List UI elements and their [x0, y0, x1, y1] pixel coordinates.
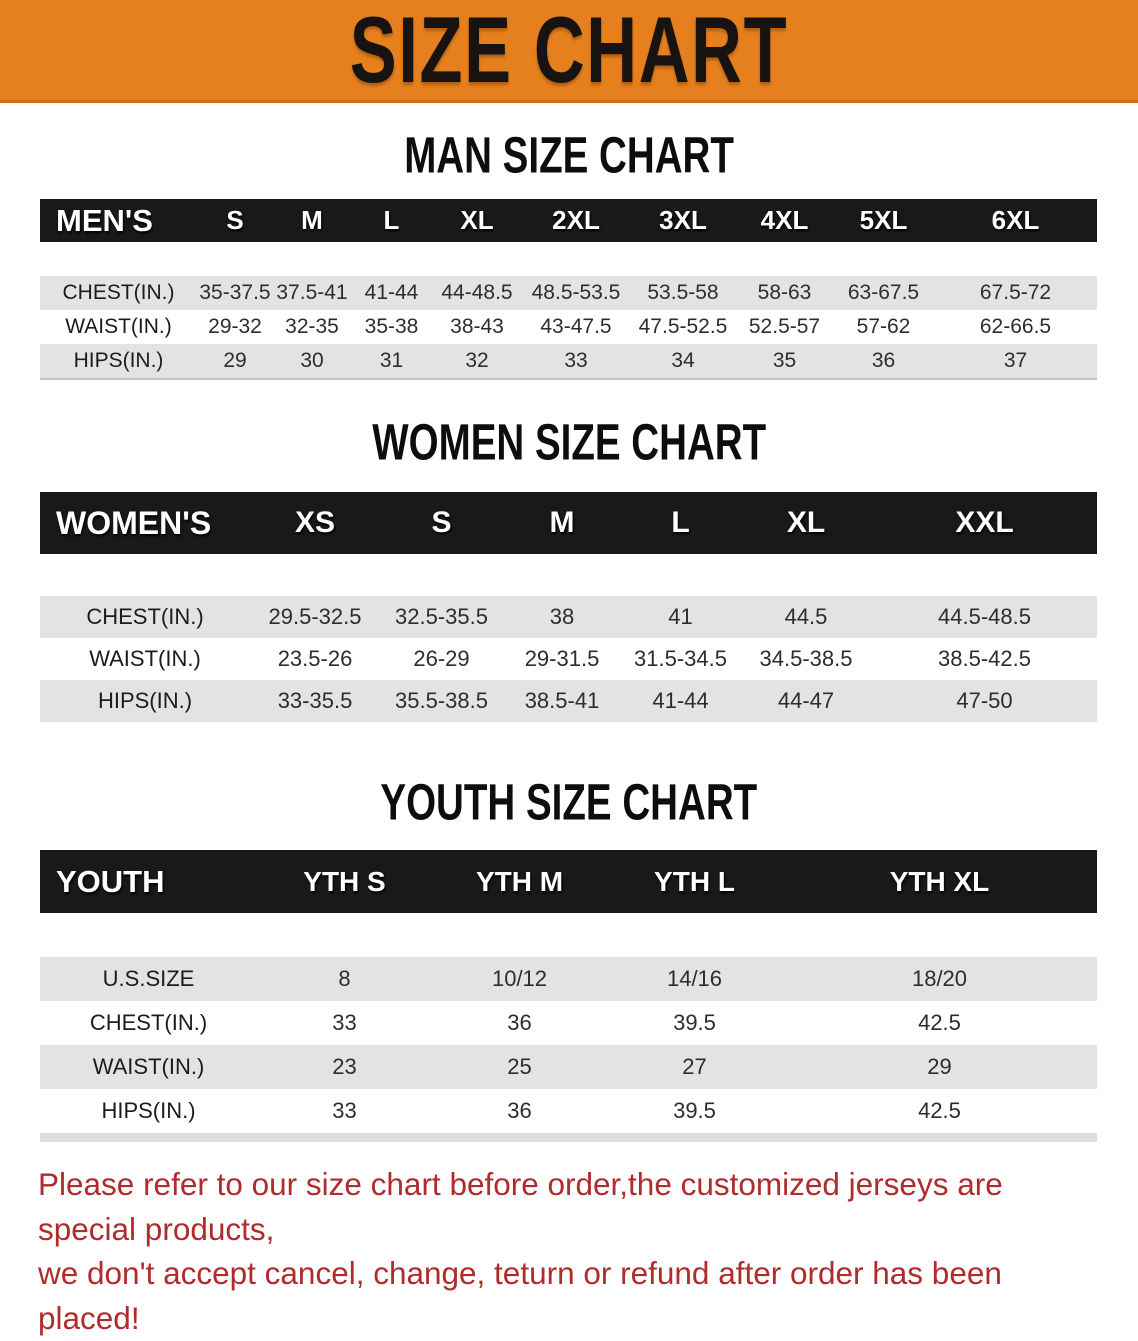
youth-header-label: YOUTH	[40, 850, 257, 913]
spacer-row	[40, 554, 1097, 596]
women-heading-text: WOMEN SIZE CHART	[372, 412, 766, 471]
size-value-cell: 52.5-57	[736, 310, 833, 344]
size-value-cell: 32	[432, 344, 522, 379]
size-value-cell: 41-44	[351, 276, 432, 310]
size-value-cell: 38	[503, 596, 621, 638]
youth-heading-text: YOUTH SIZE CHART	[380, 772, 758, 831]
mens-header-label: MEN'S	[40, 199, 197, 242]
size-value-cell: 44.5	[740, 596, 872, 638]
size-value-cell: 42.5	[782, 1089, 1097, 1133]
size-value-cell: 37	[934, 344, 1097, 379]
mens-hips-row	[40, 344, 1097, 379]
size-value-cell: 29	[197, 344, 273, 379]
size-value-cell: 32.5-35.5	[380, 596, 503, 638]
size-value-cell: 33	[257, 1089, 432, 1133]
size-value-cell: 29	[782, 1045, 1097, 1089]
size-value-cell: 39.5	[607, 1089, 782, 1133]
youth-col-s: YTH S	[257, 850, 432, 913]
size-value-cell: 48.5-53.5	[522, 276, 630, 310]
womens-size-table	[40, 492, 1097, 722]
size-value-cell: 37.5-41	[273, 276, 351, 310]
size-value-cell: 39.5	[607, 1001, 782, 1045]
size-value-cell: 27	[607, 1045, 782, 1089]
size-value-cell: 47-50	[872, 680, 1097, 722]
size-value-cell: 53.5-58	[630, 276, 736, 310]
size-value-cell: 33-35.5	[250, 680, 380, 722]
womens-hips-row	[40, 680, 1097, 722]
womens-col-l: L	[621, 492, 740, 554]
youth-table-bottom-edge	[40, 1133, 1097, 1142]
mens-col-6xl: 6XL	[934, 199, 1097, 242]
row-label: HIPS(IN.)	[40, 680, 250, 722]
women-section-heading	[0, 412, 1138, 471]
row-label: HIPS(IN.)	[40, 344, 197, 379]
mens-chest-row	[40, 276, 1097, 310]
size-value-cell: 62-66.5	[934, 310, 1097, 344]
size-value-cell: 58-63	[736, 276, 833, 310]
womens-chest-row	[40, 596, 1097, 638]
youth-waist-row	[40, 1045, 1097, 1089]
size-value-cell: 63-67.5	[833, 276, 934, 310]
size-value-cell: 41-44	[621, 680, 740, 722]
youth-hips-row	[40, 1089, 1097, 1133]
size-value-cell: 57-62	[833, 310, 934, 344]
size-value-cell: 42.5	[782, 1001, 1097, 1045]
mens-col-m: M	[273, 199, 351, 242]
row-label: WAIST(IN.)	[40, 638, 250, 680]
order-policy-line2: we don't accept cancel, change, teturn or refund after order has been placed!	[38, 1255, 1002, 1337]
size-value-cell: 23.5-26	[250, 638, 380, 680]
size-value-cell: 29-31.5	[503, 638, 621, 680]
size-value-cell: 33	[257, 1001, 432, 1045]
row-label: CHEST(IN.)	[40, 596, 250, 638]
size-value-cell: 33	[522, 344, 630, 379]
womens-col-s: S	[380, 492, 503, 554]
mens-col-2xl: 2XL	[522, 199, 630, 242]
size-value-cell: 36	[432, 1089, 607, 1133]
youth-section-heading	[0, 772, 1138, 831]
womens-col-xl: XL	[740, 492, 872, 554]
row-label: CHEST(IN.)	[40, 1001, 257, 1045]
size-value-cell: 25	[432, 1045, 607, 1089]
size-value-cell: 43-47.5	[522, 310, 630, 344]
size-value-cell: 29-32	[197, 310, 273, 344]
womens-waist-row	[40, 638, 1097, 680]
youth-ussize-row	[40, 957, 1097, 1001]
womens-col-xxl: XXL	[872, 492, 1097, 554]
size-value-cell: 44.5-48.5	[872, 596, 1097, 638]
size-value-cell: 47.5-52.5	[630, 310, 736, 344]
size-value-cell: 44-47	[740, 680, 872, 722]
size-value-cell: 38.5-42.5	[872, 638, 1097, 680]
womens-col-xs: XS	[250, 492, 380, 554]
man-heading-text: MAN SIZE CHART	[404, 125, 734, 184]
row-label: WAIST(IN.)	[40, 1045, 257, 1089]
mens-size-table	[40, 199, 1097, 380]
mens-col-l: L	[351, 199, 432, 242]
size-value-cell: 38.5-41	[503, 680, 621, 722]
youth-col-xl: YTH XL	[782, 850, 1097, 913]
mens-waist-row	[40, 310, 1097, 344]
youth-size-table	[40, 850, 1097, 1133]
spacer-row	[40, 242, 1097, 276]
size-value-cell: 14/16	[607, 957, 782, 1001]
size-value-cell: 29.5-32.5	[250, 596, 380, 638]
row-label: U.S.SIZE	[40, 957, 257, 1001]
mens-col-xl: XL	[432, 199, 522, 242]
row-label: CHEST(IN.)	[40, 276, 197, 310]
mens-col-4xl: 4XL	[736, 199, 833, 242]
size-value-cell: 34	[630, 344, 736, 379]
row-label: HIPS(IN.)	[40, 1089, 257, 1133]
size-value-cell: 44-48.5	[432, 276, 522, 310]
womens-col-m: M	[503, 492, 621, 554]
size-value-cell: 8	[257, 957, 432, 1001]
womens-header-label: WOMEN'S	[40, 492, 250, 554]
size-value-cell: 31	[351, 344, 432, 379]
mens-col-3xl: 3XL	[630, 199, 736, 242]
size-value-cell: 18/20	[782, 957, 1097, 1001]
size-value-cell: 67.5-72	[934, 276, 1097, 310]
size-value-cell: 26-29	[380, 638, 503, 680]
youth-chest-row	[40, 1001, 1097, 1045]
size-value-cell: 41	[621, 596, 740, 638]
womens-header-row	[40, 492, 1097, 554]
size-chart-banner	[0, 0, 1138, 103]
size-value-cell: 10/12	[432, 957, 607, 1001]
row-label: WAIST(IN.)	[40, 310, 197, 344]
mens-col-s: S	[197, 199, 273, 242]
size-value-cell: 35-38	[351, 310, 432, 344]
mens-col-5xl: 5XL	[833, 199, 934, 242]
banner-title: SIZE CHART	[349, 0, 789, 102]
youth-col-l: YTH L	[607, 850, 782, 913]
mens-header-row	[40, 199, 1097, 242]
size-value-cell: 23	[257, 1045, 432, 1089]
size-value-cell: 36	[432, 1001, 607, 1045]
size-value-cell: 35	[736, 344, 833, 379]
size-value-cell: 32-35	[273, 310, 351, 344]
size-value-cell: 35.5-38.5	[380, 680, 503, 722]
size-value-cell: 34.5-38.5	[740, 638, 872, 680]
youth-header-row	[40, 850, 1097, 913]
size-value-cell: 30	[273, 344, 351, 379]
man-section-heading	[0, 125, 1138, 184]
size-value-cell: 35-37.5	[197, 276, 273, 310]
youth-col-m: YTH M	[432, 850, 607, 913]
size-value-cell: 31.5-34.5	[621, 638, 740, 680]
order-policy-note	[38, 1162, 1100, 1341]
size-value-cell: 38-43	[432, 310, 522, 344]
spacer-row	[40, 913, 1097, 957]
size-value-cell: 36	[833, 344, 934, 379]
order-policy-line1: Please refer to our size chart before order,the customized jerseys are special products,	[38, 1166, 1003, 1247]
